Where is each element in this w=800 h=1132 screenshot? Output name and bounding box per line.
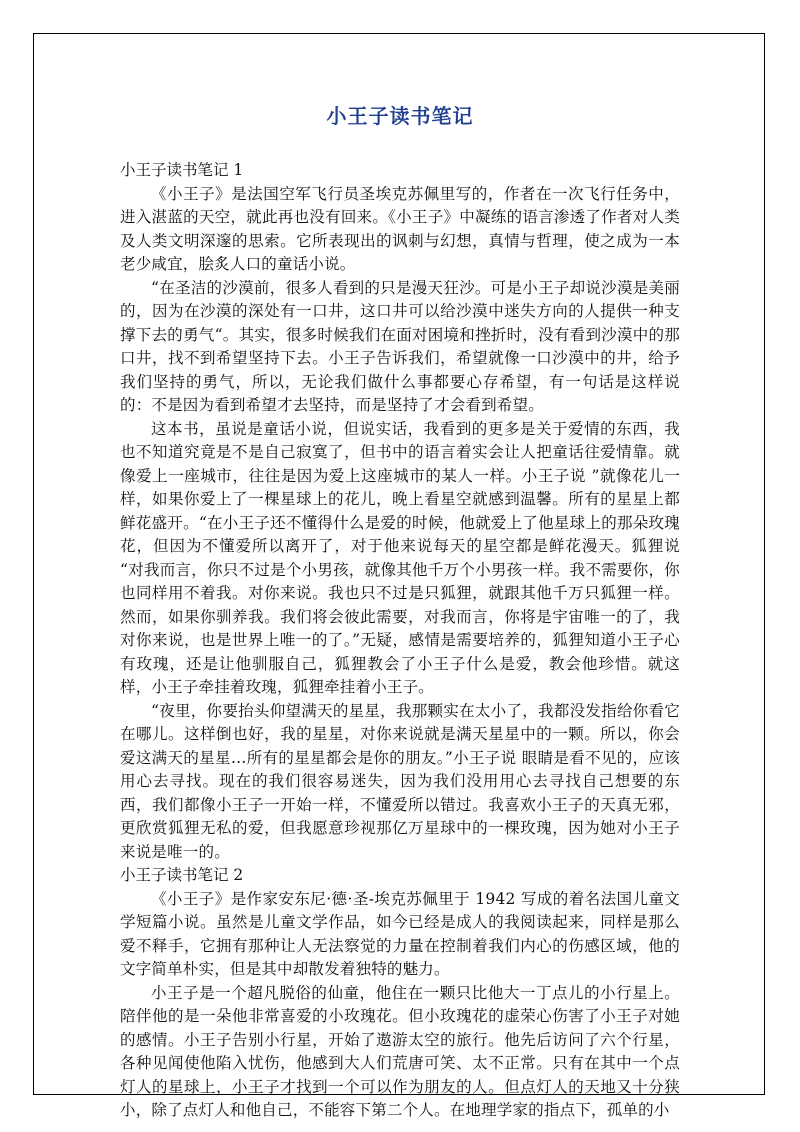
paragraph: “在圣洁的沙漠前，很多人看到的只是漫天狂沙。可是小王子却说沙漠是美丽的，因为在沙漠的深处有一口井，这口井可以给沙漠中迷失方向的人提供一种支撑下去的勇气“。其实，很多时候我们在面对困境和挫折时，没有看到沙漠中的那口井，找不到希望坚持下去。小王子告诉我们，希望就像一口沙漠中的井，给予我们坚持的勇气，所以，无论我们做什么事都要心存希望，有一句话是这样说的：不是因为看到希望才去坚持，而是坚持了才会看到希望。 — [120, 278, 680, 414]
section-heading: 小王子读书笔记 2 — [120, 866, 244, 884]
paragraph: 《小王子》是作家安东尼·德·圣-埃克苏佩里于 1942 写成的着名法国儿童文学短篇小说。虽然是儿童文学作品，如今已经是成人的我阅读起来，同样是那么爱不释手，它拥有那种让人无法察觉的力量在控制着我们内心的伤感区域，他的文字简单朴实，但是其中却散发着独特的魅力。 — [120, 889, 680, 978]
document-title: 小王子读书笔记 — [326, 104, 474, 128]
section-1 — [120, 159, 680, 864]
document-body — [120, 100, 680, 1123]
paragraph: “夜里，你要抬头仰望满天的星星，我那颗实在太小了，我都没发指给你看它在哪儿。这样倒也好，我的星星，对你来说就是满天星星中的一颗。所以，你会爱这满天的星星…所有的星星都会是你的朋友。”小王子说 眼睛是看不见的，应该用心去寻找。现在的我们很容易迷失，因为我们没用用心去寻找自己想要的东西，我们都像小王子一开始一样，不懂爱所以错过。我喜欢小王子的天真无邪，更欣赏狐狸无私的爱，但我愿意珍视那亿万星球中的一棵玫瑰，因为她对小王子来说是唯一的。 — [120, 701, 680, 861]
section-heading: 小王子读书笔记 1 — [120, 161, 244, 179]
paragraph: 小王子是一个超凡脱俗的仙童，他住在一颗只比他大一丁点儿的小行星上。陪伴他的是一朵他非常喜爱的小玫瑰花。但小玫瑰花的虚荣心伤害了小王子对她的感情。小王子告别小行星，开始了遨游太空的旅行。他先后访问了六个行星，各种见闻使他陷入忧伤，他感到大人们荒唐可笑、太不正常。只有在其中一个点灯人的星球上，小王子才找到一个可以作为朋友的人。但点灯人的天地又十分狭小，除了点灯人和他自己，不能容下第二个人。在地理学家的指点下，孤单的小 — [120, 983, 680, 1119]
paragraph: 《小王子》是法国空军飞行员圣埃克苏佩里写的，作者在一次飞行任务中，进入湛蓝的天空，就此再也没有回来。《小王子》中凝练的语言渗透了作者对人类及人类文明深邃的思索。它所表现出的讽刺与幻想，真情与哲理，使之成为一本老少咸宜，脍炙人口的童话小说。 — [120, 184, 680, 273]
section-2 — [120, 864, 680, 1123]
paragraph: 这本书，虽说是童话小说，但说实话，我看到的更多是关于爱情的东西，我也不知道究竟是不是自己寂寞了，但书中的语言着实会让人把童话往爱情靠。就像爱上一座城市，往往是因为爱上这座城市的某人一样。小王子说 ”就像花儿一样，如果你爱上了一棵星球上的花儿，晚上看星空就感到温馨。所有的星星上都鲜花盛开。“在小王子还不懂得什么是爱的时候，他就爱上了他星球上的那朵玫瑰花，但因为不懂爱所以离开了，对于他来说每天的星空都是鲜花漫天。狐狸说 “对我而言，你只不过是个小男孩，就像其他千万个小男孩一样。我不需要你，你也同样用不着我。对你来说。我也只不过是只狐狸，就跟其他千万只狐狸一样。然而，如果你驯养我。我们将会彼此需要，对我而言，你将是宇宙唯一的了，我对你来说，也是世界上唯一的了。”无疑，感情是需要培养的，狐狸知道小王子心有玫瑰，还是让他驯服自己，狐狸教会了小王子什么是爱，教会他珍惜。就这样，小王子牵挂着玫瑰，狐狸牵挂着小王子。 — [120, 419, 680, 696]
